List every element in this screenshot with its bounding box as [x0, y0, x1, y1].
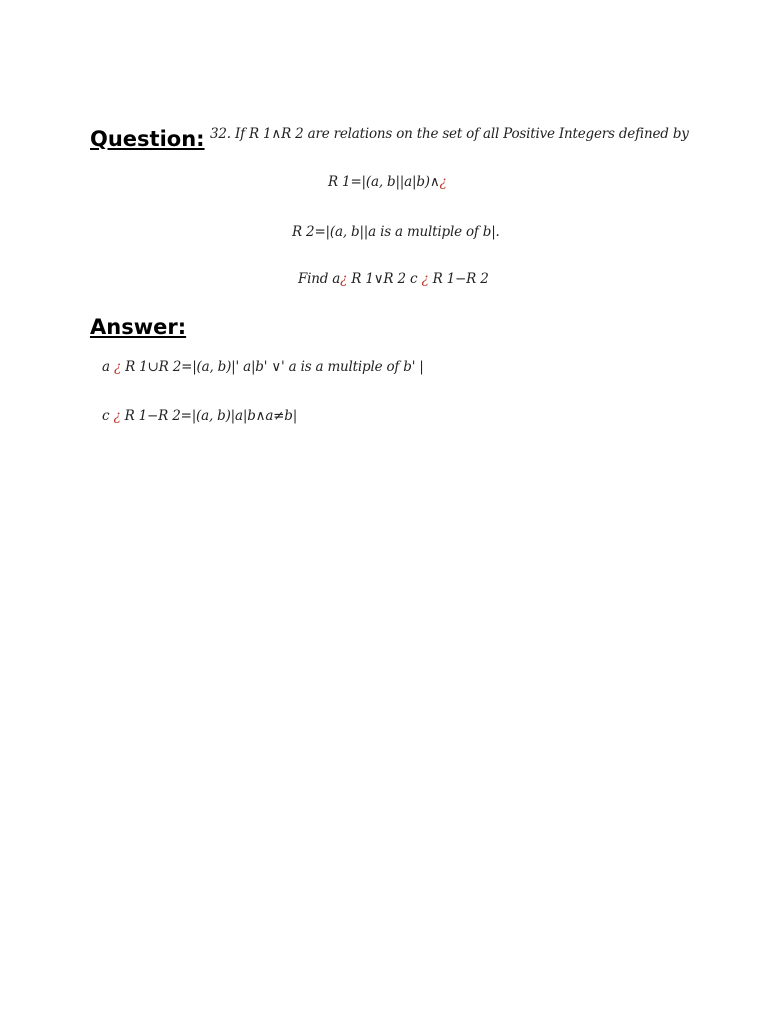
find-text-2: R 1∨R 2 c [347, 271, 422, 287]
question-prompt: 32. If R 1∧R 2 are relations on the set of all Positive Integers defined by [210, 126, 689, 142]
find-red-mark-2: ¿ [421, 271, 429, 287]
answer-a-text-1: a [102, 359, 114, 375]
question-heading: Question: [90, 127, 205, 151]
r1-red-mark: ¿ [439, 174, 447, 190]
relation-r1-definition [328, 174, 447, 190]
r1-text: R 1=|(a, b||a|b)∧ [328, 174, 440, 190]
find-text-3: R 1−R 2 [428, 271, 489, 287]
answer-c-text-2: R 1−R 2=|(a, b)|a|b∧a≠b| [120, 408, 298, 424]
answer-heading: Answer: [90, 315, 187, 339]
answer-c-text-1: c [102, 408, 114, 424]
find-instruction [298, 271, 489, 287]
find-red-mark-1: ¿ [340, 271, 348, 287]
relation-r2-definition: R 2=|(a, b||a is a multiple of b|. [292, 224, 500, 240]
answer-a-red-mark: ¿ [113, 359, 121, 375]
answer-part-c [102, 408, 297, 424]
answer-c-red-mark: ¿ [113, 408, 121, 424]
answer-part-a [102, 359, 424, 375]
answer-a-text-2: R 1∪R 2=|(a, b)|' a|b' ∨' a is a multiple of b' | [121, 359, 424, 375]
find-text-1: Find a [298, 271, 341, 287]
